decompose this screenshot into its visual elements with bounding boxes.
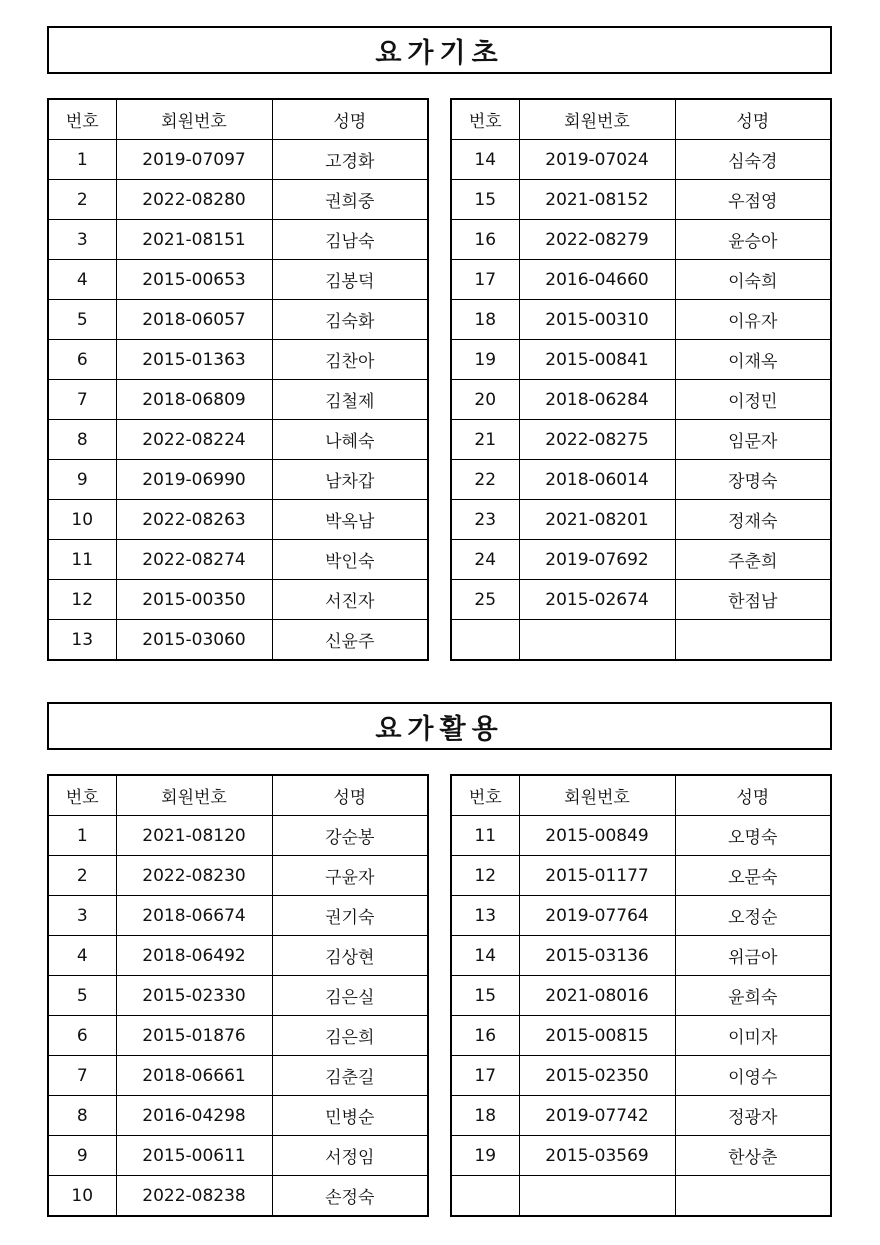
header-name: 성명 [675,99,831,140]
cell-member-id: 2015-01363 [116,340,272,380]
cell-name: 이영수 [675,1056,831,1096]
cell-no: 21 [451,420,519,460]
cell-no: 11 [48,540,116,580]
cell-name: 주춘희 [675,540,831,580]
table-row [451,856,831,896]
table-row [451,500,831,540]
header-no: 번호 [48,99,116,140]
cell-no: 3 [48,896,116,936]
cell-name: 김철제 [272,380,428,420]
table-row [451,260,831,300]
cell-no: 18 [451,1096,519,1136]
table-row [48,420,428,460]
cell-no: 12 [48,580,116,620]
table-row [48,380,428,420]
cell-member-id: 2022-08230 [116,856,272,896]
table-row [451,976,831,1016]
cell-member-id [519,620,675,661]
cell-no: 9 [48,460,116,500]
table-row [48,580,428,620]
cell-no: 5 [48,976,116,1016]
table-row [451,540,831,580]
cell-name: 이숙희 [675,260,831,300]
header-name: 성명 [272,775,428,816]
cell-member-id: 2021-08201 [519,500,675,540]
cell-name: 윤희숙 [675,976,831,1016]
cell-name: 임문자 [675,420,831,460]
table-row [48,540,428,580]
cell-member-id: 2015-00841 [519,340,675,380]
table-header-row [451,99,831,140]
cell-member-id: 2022-08279 [519,220,675,260]
table-row [451,1136,831,1176]
cell-name: 박인숙 [272,540,428,580]
cell-no: 16 [451,220,519,260]
cell-name: 박옥남 [272,500,428,540]
roster-table-basic-right [450,98,832,661]
cell-name: 장명숙 [675,460,831,500]
cell-member-id: 2021-08151 [116,220,272,260]
cell-member-id: 2021-08016 [519,976,675,1016]
cell-member-id: 2018-06661 [116,1056,272,1096]
table-row [451,460,831,500]
cell-no: 1 [48,816,116,856]
cell-no: 10 [48,1176,116,1217]
cell-no: 17 [451,1056,519,1096]
table-row [451,1016,831,1056]
table-row [48,220,428,260]
cell-name: 구윤자 [272,856,428,896]
cell-name: 이유자 [675,300,831,340]
header-no: 번호 [451,99,519,140]
table-row [48,856,428,896]
table-row [48,140,428,180]
cell-member-id: 2015-01876 [116,1016,272,1056]
cell-name: 윤승아 [675,220,831,260]
cell-no: 14 [451,140,519,180]
cell-no: 9 [48,1136,116,1176]
table-row [451,340,831,380]
cell-name: 강순봉 [272,816,428,856]
cell-member-id: 2019-07764 [519,896,675,936]
table-row [48,1016,428,1056]
cell-name: 남차갑 [272,460,428,500]
cell-name: 서정임 [272,1136,428,1176]
table-row [451,1096,831,1136]
table-row [48,620,428,661]
cell-member-id: 2018-06284 [519,380,675,420]
cell-name: 서진자 [272,580,428,620]
cell-name: 우점영 [675,180,831,220]
table-row [48,300,428,340]
cell-no: 14 [451,936,519,976]
cell-name: 오명숙 [675,816,831,856]
cell-name: 김은실 [272,976,428,1016]
table-header-row [48,775,428,816]
table-row [451,1176,831,1217]
cell-member-id: 2022-08263 [116,500,272,540]
cell-name: 정광자 [675,1096,831,1136]
cell-member-id: 2018-06057 [116,300,272,340]
table-row [48,936,428,976]
cell-no: 15 [451,976,519,1016]
table-row [451,300,831,340]
cell-member-id [519,1176,675,1217]
cell-member-id: 2015-03136 [519,936,675,976]
table-row [48,500,428,540]
cell-member-id: 2015-00815 [519,1016,675,1056]
header-name: 성명 [272,99,428,140]
cell-name: 한점남 [675,580,831,620]
cell-name: 위금아 [675,936,831,976]
cell-no: 1 [48,140,116,180]
header-member-id: 회원번호 [116,775,272,816]
table-row [451,816,831,856]
table-row [451,936,831,976]
table-row [451,1056,831,1096]
cell-no [451,1176,519,1217]
cell-member-id: 2015-03060 [116,620,272,661]
cell-no: 3 [48,220,116,260]
cell-member-id: 2015-02330 [116,976,272,1016]
cell-name: 신윤주 [272,620,428,661]
cell-name: 한상춘 [675,1136,831,1176]
header-no: 번호 [451,775,519,816]
cell-member-id: 2016-04298 [116,1096,272,1136]
cell-no: 18 [451,300,519,340]
table-row [48,260,428,300]
roster-table-applied-right [450,774,832,1217]
header-member-id: 회원번호 [519,775,675,816]
cell-name: 권희중 [272,180,428,220]
cell-name: 김봉덕 [272,260,428,300]
cell-member-id: 2015-00350 [116,580,272,620]
cell-name: 김숙화 [272,300,428,340]
cell-name: 김춘길 [272,1056,428,1096]
cell-no: 7 [48,1056,116,1096]
cell-member-id: 2019-07024 [519,140,675,180]
cell-member-id: 2021-08152 [519,180,675,220]
cell-member-id: 2015-00310 [519,300,675,340]
header-member-id: 회원번호 [519,99,675,140]
cell-no: 15 [451,180,519,220]
cell-name: 이미자 [675,1016,831,1056]
cell-no: 8 [48,420,116,460]
cell-name: 정재숙 [675,500,831,540]
table-row [48,896,428,936]
table-row [48,816,428,856]
table-row [48,1096,428,1136]
cell-member-id: 2022-08238 [116,1176,272,1217]
cell-member-id: 2018-06809 [116,380,272,420]
cell-member-id: 2019-07097 [116,140,272,180]
table-row [451,580,831,620]
table-row [48,976,428,1016]
cell-name: 민병순 [272,1096,428,1136]
header-member-id: 회원번호 [116,99,272,140]
cell-no: 4 [48,260,116,300]
cell-no: 23 [451,500,519,540]
cell-member-id: 2018-06014 [519,460,675,500]
cell-no: 6 [48,340,116,380]
header-no: 번호 [48,775,116,816]
cell-no: 13 [48,620,116,661]
cell-member-id: 2015-01177 [519,856,675,896]
cell-name: 오정순 [675,896,831,936]
header-name: 성명 [675,775,831,816]
cell-member-id: 2021-08120 [116,816,272,856]
cell-no [451,620,519,661]
cell-no: 4 [48,936,116,976]
cell-no: 10 [48,500,116,540]
cell-name: 김은희 [272,1016,428,1056]
cell-no: 7 [48,380,116,420]
cell-no: 24 [451,540,519,580]
cell-member-id: 2015-00849 [519,816,675,856]
table-row [48,460,428,500]
table-row [451,420,831,460]
cell-name: 권기숙 [272,896,428,936]
cell-member-id: 2015-02674 [519,580,675,620]
cell-name: 김남숙 [272,220,428,260]
section-title-yoga-applied: 요가활용 [47,702,832,750]
cell-member-id: 2019-07742 [519,1096,675,1136]
table-row [48,180,428,220]
cell-no: 13 [451,896,519,936]
cell-no: 16 [451,1016,519,1056]
cell-name: 김상현 [272,936,428,976]
roster-table-basic-left [47,98,429,661]
cell-name: 심숙경 [675,140,831,180]
cell-no: 2 [48,180,116,220]
table-row [48,1056,428,1096]
cell-member-id: 2015-03569 [519,1136,675,1176]
cell-member-id: 2019-06990 [116,460,272,500]
cell-name: 김찬아 [272,340,428,380]
table-header-row [48,99,428,140]
cell-no: 6 [48,1016,116,1056]
table-row [48,1136,428,1176]
cell-member-id: 2015-00611 [116,1136,272,1176]
cell-no: 8 [48,1096,116,1136]
cell-name: 이재옥 [675,340,831,380]
cell-member-id: 2022-08280 [116,180,272,220]
cell-member-id: 2022-08275 [519,420,675,460]
cell-name: 이정민 [675,380,831,420]
cell-no: 11 [451,816,519,856]
cell-no: 12 [451,856,519,896]
table-row [451,620,831,661]
section-title-yoga-basic: 요가기초 [47,26,832,74]
cell-no: 5 [48,300,116,340]
cell-member-id: 2019-07692 [519,540,675,580]
table-row [48,1176,428,1217]
table-header-row [451,775,831,816]
roster-table-applied-left [47,774,429,1217]
cell-no: 19 [451,340,519,380]
cell-name [675,620,831,661]
table-row [451,380,831,420]
cell-no: 17 [451,260,519,300]
cell-name [675,1176,831,1217]
cell-member-id: 2015-02350 [519,1056,675,1096]
cell-name: 손정숙 [272,1176,428,1217]
cell-no: 19 [451,1136,519,1176]
cell-member-id: 2022-08274 [116,540,272,580]
cell-no: 20 [451,380,519,420]
table-row [451,220,831,260]
cell-no: 22 [451,460,519,500]
table-row [48,340,428,380]
cell-member-id: 2018-06492 [116,936,272,976]
table-row [451,180,831,220]
table-row [451,140,831,180]
cell-name: 고경화 [272,140,428,180]
cell-no: 2 [48,856,116,896]
cell-member-id: 2016-04660 [519,260,675,300]
cell-no: 25 [451,580,519,620]
cell-member-id: 2022-08224 [116,420,272,460]
table-row [451,896,831,936]
cell-member-id: 2015-00653 [116,260,272,300]
cell-name: 오문숙 [675,856,831,896]
cell-member-id: 2018-06674 [116,896,272,936]
cell-name: 나혜숙 [272,420,428,460]
